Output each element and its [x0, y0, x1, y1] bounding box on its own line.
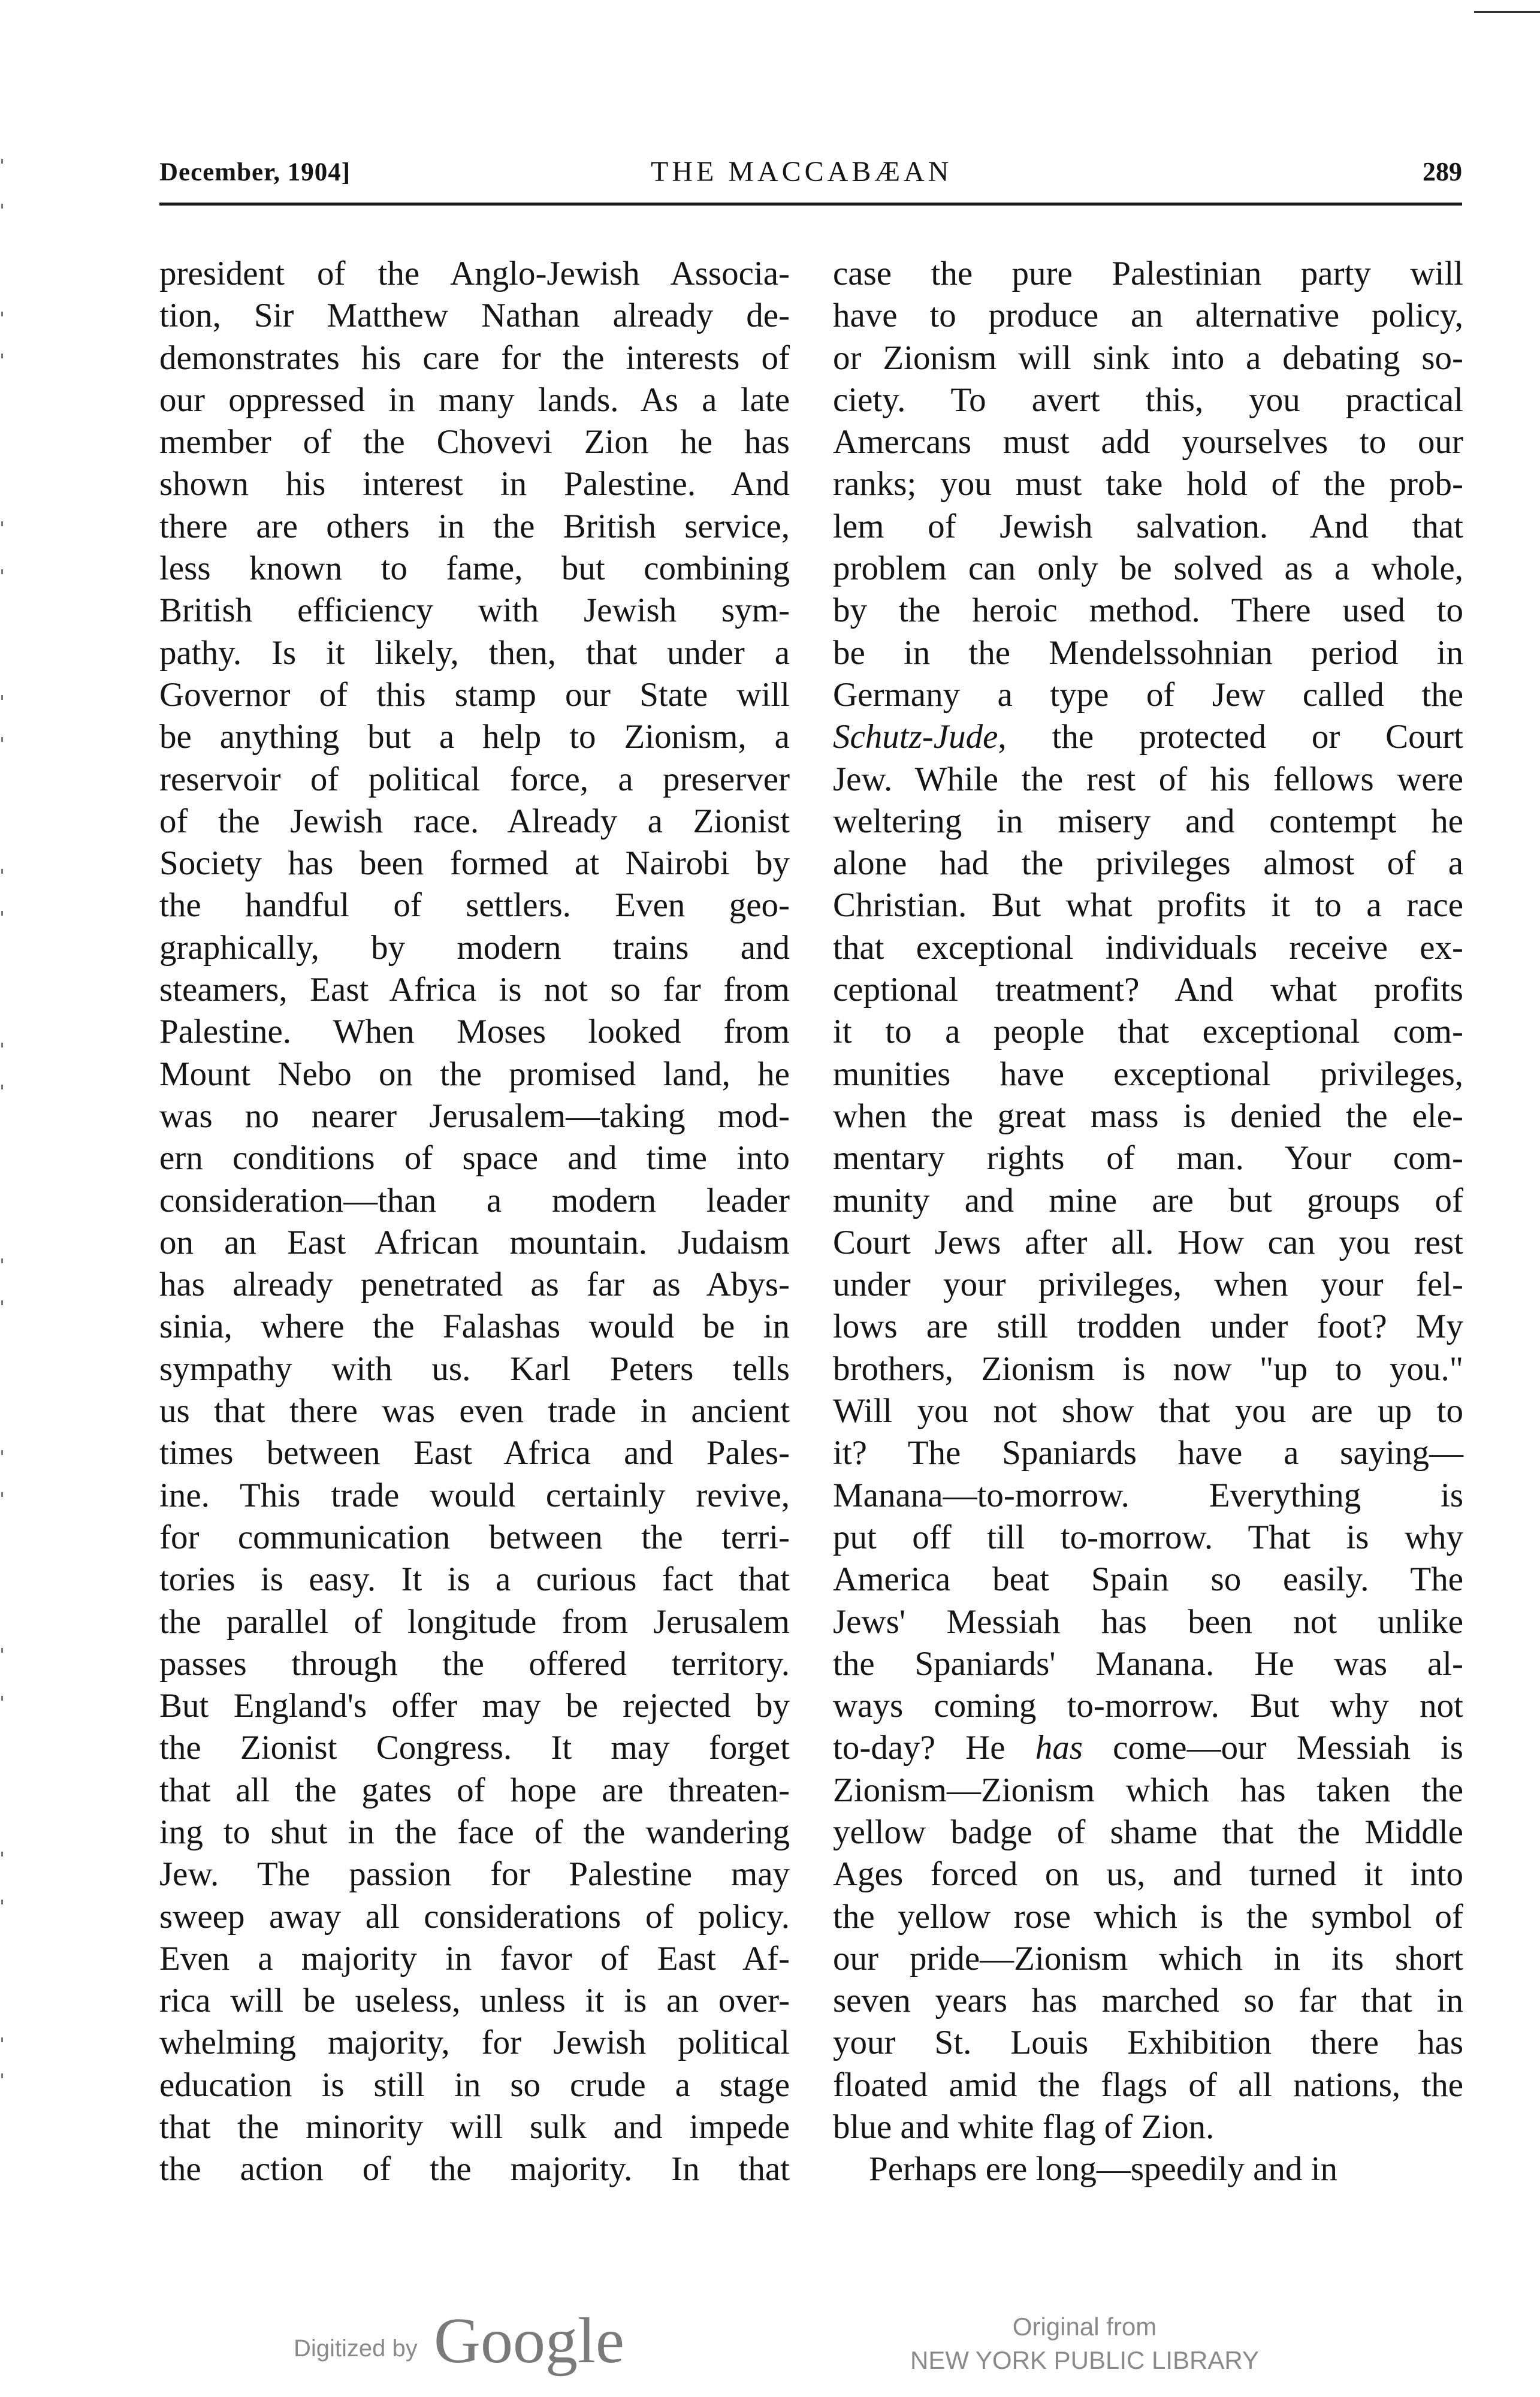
journal-title: THE MACCABÆAN [651, 156, 953, 188]
text-line: Jews' Messiah has been not unlike [833, 1602, 1463, 1641]
text-line: ciety. To avert this, you practical [833, 381, 1463, 419]
text-line: us that there was even trade in ancient [159, 1392, 790, 1430]
google-logo: Google [434, 2305, 624, 2377]
text-line: Governor of this stamp our State will [159, 675, 790, 714]
text-line: Perhaps ere long—speedily and in [869, 2150, 1337, 2188]
text-line: for communication between the terri- [159, 1518, 790, 1556]
text-line: rica will be useless, unless it is an over- [159, 1982, 790, 2020]
text-line: But England's offer may be rejected by [159, 1687, 790, 1725]
text-line: of the Jewish race. Already a Zionist [159, 802, 790, 840]
text-line: tories is easy. It is a curious fact that [159, 1560, 790, 1599]
left-text-column [159, 253, 790, 2191]
text-line: president of the Anglo-Jewish Associa- [159, 255, 790, 292]
text-line: passes through the offered territory. [159, 1644, 790, 1683]
corner-rule [1474, 11, 1540, 13]
text-line: munity and mine are but groups of [833, 1181, 1463, 1219]
text-line: pathy. Is it likely, then, that under a [159, 633, 790, 672]
text-line: ern conditions of space and time into [159, 1139, 790, 1178]
text-line: steamers, East Africa is not so far from [159, 971, 790, 1009]
text-line: our pride—Zionism which in its short [833, 1939, 1463, 1978]
text-line: the action of the majority. In that [159, 2150, 790, 2188]
text-line: was no nearer Jerusalem—taking mod- [159, 1097, 790, 1135]
text-line: our oppressed in many lands. As a late [159, 381, 790, 419]
library-name: NEW YORK PUBLIC LIBRARY [910, 2346, 1259, 2374]
text-line: under your privileges, when your fel- [833, 1266, 1463, 1304]
text-line: problem can only be solved as a whole, [833, 550, 1463, 588]
text-line: sympathy with us. Karl Peters tells [159, 1350, 790, 1388]
text-line: Palestine. When Moses looked from [159, 1013, 790, 1051]
text-line: sinia, where the Falashas would be in [159, 1308, 790, 1346]
text-line: Mount Nebo on the promised land, he [159, 1055, 790, 1093]
running-header [159, 153, 1462, 195]
text-line: reservoir of political force, a preserver [159, 760, 790, 798]
text-line: ceptional treatment? And what profits [833, 971, 1463, 1009]
text-line: to-day? He has come—our Messiah is [833, 1729, 1463, 1767]
text-line: Jew. The passion for Palestine may [159, 1855, 790, 1894]
text-line: it? The Spaniards have a saying— [833, 1434, 1463, 1472]
text-line: your St. Louis Exhibition there has [833, 2024, 1463, 2062]
text-line: have to produce an alternative policy, [833, 297, 1463, 335]
text-line: there are others in the British service, [159, 507, 790, 545]
text-line: lem of Jewish salvation. And that [833, 507, 1463, 545]
text-line: yellow badge of shame that the Middle [833, 1813, 1463, 1851]
text-line: Court Jews after all. How can you rest [833, 1223, 1463, 1261]
source-attribution [899, 2310, 1270, 2377]
text-line: Will you not show that you are up to [833, 1392, 1463, 1430]
text-line: by the heroic method. There used to [833, 591, 1463, 630]
text-line: the handful of settlers. Even geo- [159, 886, 790, 925]
text-line: be in the Mendelssohnian period in [833, 633, 1463, 672]
text-line: that exceptional individuals receive ex- [833, 928, 1463, 967]
text-line: Ages forced on us, and turned it into [833, 1855, 1463, 1894]
text-line: has already penetrated as far as Abys- [159, 1266, 790, 1304]
digitized-by-text: Digitized by [294, 2335, 418, 2362]
text-line: Even a majority in favor of East Af- [159, 1939, 790, 1978]
text-line: Zionism—Zionism which has taken the [833, 1771, 1463, 1809]
text-line: weltering in misery and contempt he [833, 802, 1463, 840]
text-line: whelming majority, for Jewish political [159, 2024, 790, 2062]
text-line: Germany a type of Jew called the [833, 675, 1463, 714]
text-line: shown his interest in Palestine. And [159, 465, 790, 503]
text-line: member of the Chovevi Zion he has [159, 423, 790, 461]
text-line: ranks; you must take hold of the prob- [833, 465, 1463, 503]
text-line: ways coming to-morrow. But why not [833, 1687, 1463, 1725]
text-line: that the minority will sulk and impede [159, 2108, 790, 2147]
text-line: Schutz-Jude, the protected or Court [833, 718, 1463, 756]
text-line: that all the gates of hope are threaten- [159, 1771, 790, 1809]
text-line: the parallel of longitude from Jerusalem [159, 1602, 790, 1641]
text-line: Christian. But what profits it to a race [833, 886, 1463, 925]
text-line: America beat Spain so easily. The [833, 1560, 1463, 1599]
text-line: be anything but a help to Zionism, a [159, 718, 790, 756]
text-line: Manana—to-morrow. Everything is [833, 1476, 1463, 1514]
text-line: alone had the privileges almost of a [833, 844, 1463, 883]
text-line: sweep away all considerations of policy. [159, 1897, 790, 1936]
header-rule [159, 203, 1462, 206]
text-line: less known to fame, but combining [159, 550, 790, 588]
text-line: British efficiency with Jewish sym- [159, 591, 790, 630]
header-date: December, 1904] [159, 158, 351, 186]
text-line: put off till to-morrow. That is why [833, 1518, 1463, 1556]
text-line: education is still in so crude a stage [159, 2066, 790, 2104]
text-line: consideration—than a modern leader [159, 1181, 790, 1219]
text-line: blue and white flag of Zion. [833, 2108, 1215, 2147]
text-line: the yellow rose which is the symbol of [833, 1897, 1463, 1936]
text-line: case the pure Palestinian party will [833, 255, 1463, 292]
text-line: graphically, by modern trains and [159, 928, 790, 967]
text-line: ine. This trade would certainly revive, [159, 1476, 790, 1514]
text-line: the Spaniards' Manana. He was al- [833, 1644, 1463, 1683]
original-from-text: Original from [1012, 2313, 1157, 2341]
text-line: mentary rights of man. Your com- [833, 1139, 1463, 1178]
text-line: seven years has marched so far that in [833, 1982, 1463, 2020]
left-margin-specks [0, 0, 6, 2397]
text-line: brothers, Zionism is now "up to you." [833, 1350, 1463, 1388]
text-line: tion, Sir Matthew Nathan already de- [159, 297, 790, 335]
text-line: on an East African mountain. Judaism [159, 1223, 790, 1261]
text-line: ing to shut in the face of the wandering [159, 1813, 790, 1851]
right-text-column [833, 253, 1463, 2191]
text-line: the Zionist Congress. It may forget [159, 1729, 790, 1767]
text-line: Amercans must add yourselves to our [833, 423, 1463, 461]
text-line: it to a people that exceptional com- [833, 1013, 1463, 1051]
text-line: lows are still trodden under foot? My [833, 1308, 1463, 1346]
text-line: munities have exceptional privileges, [833, 1055, 1463, 1093]
text-line: floated amid the flags of all nations, the [833, 2066, 1463, 2104]
text-line: Society has been formed at Nairobi by [159, 844, 790, 883]
text-line: when the great mass is denied the ele- [833, 1097, 1463, 1135]
text-line: demonstrates his care for the interests of [159, 339, 790, 377]
text-line: times between East Africa and Pales- [159, 1434, 790, 1472]
text-line: or Zionism will sink into a debating so- [833, 339, 1463, 377]
page-number: 289 [1423, 157, 1462, 186]
text-line: Jew. While the rest of his fellows were [833, 760, 1463, 798]
